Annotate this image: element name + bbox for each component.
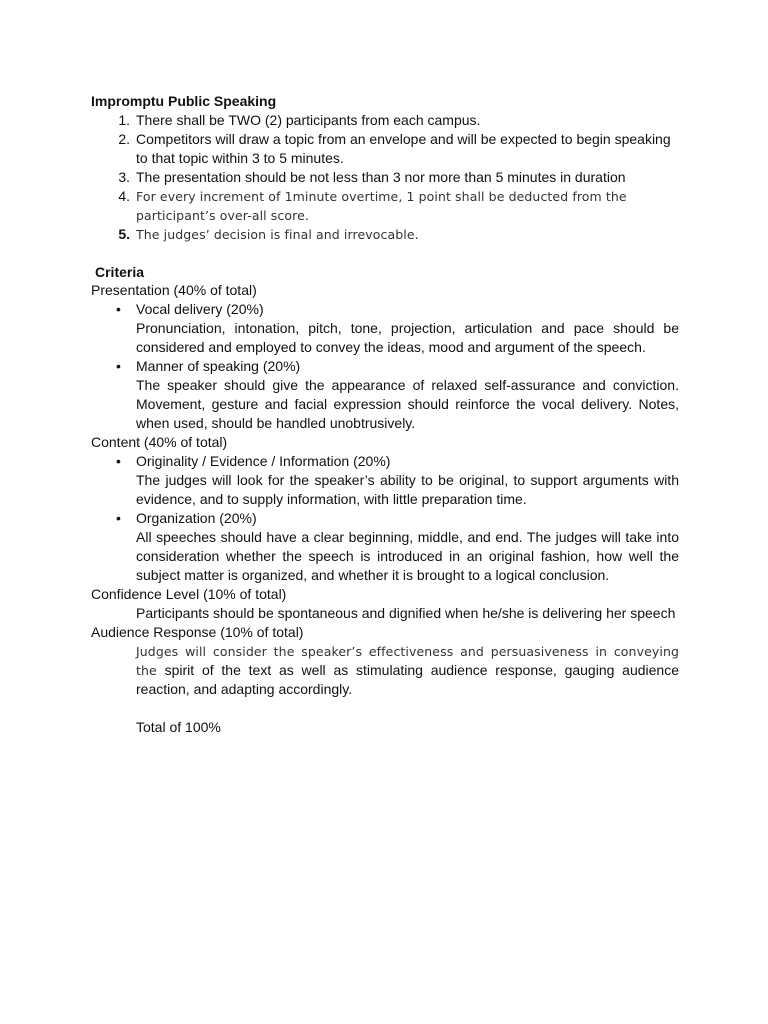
audience-description-lead: Judges will consider the speaker’s effectiveness and persuasiveness in conveying the [136, 644, 679, 678]
confidence-category: Confidence Level (10% of total) [91, 586, 287, 602]
document-title: Impromptu Public Speaking [91, 93, 277, 109]
rules-list [118, 111, 679, 244]
subcriterion-item [116, 452, 679, 509]
confidence-description: Participants should be spontaneous and dignified when he/she is delivering her speech [136, 605, 676, 621]
rule-number: 1. [118, 112, 130, 128]
rule-number: 5. [118, 226, 130, 242]
content-subcriteria [91, 452, 679, 585]
content-category: Content (40% of total) [91, 434, 228, 450]
total-score: Total of 100% [136, 719, 221, 735]
rule-text: For every increment of 1minute overtime, 1 point shall be deducted from the participant’s over-all score. [136, 189, 627, 223]
rule-item [118, 130, 679, 168]
bullet-icon: • [116, 358, 121, 374]
subcriterion-description: The judges will look for the speaker’s ability to be original, to support arguments with evidence, and to supply information, with little preparation time. [136, 472, 679, 507]
rule-text: Competitors will draw a topic from an envelope and will be expected to begin speaking to that topic within 3 to 5 minutes. [136, 131, 671, 166]
rule-number: 2. [118, 131, 130, 147]
subcriterion-label: Manner of speaking (20%) [136, 358, 301, 374]
audience-description-rest: spirit of the text as well as stimulating audience response, gauging audience reaction, and adapting accordingly. [136, 662, 679, 697]
subcriterion-label: Organization (20%) [136, 510, 257, 526]
rule-number: 3. [118, 169, 130, 185]
subcriterion-item [116, 509, 679, 585]
subcriterion-item [116, 300, 679, 357]
presentation-subcriteria [91, 300, 679, 433]
bullet-icon: • [116, 453, 121, 469]
rule-item [118, 225, 679, 244]
subcriterion-item [116, 357, 679, 433]
criteria-heading: Criteria [95, 264, 145, 280]
audience-category: Audience Response (10% of total) [91, 624, 304, 640]
bullet-icon: • [116, 510, 121, 526]
audience-description [91, 642, 679, 699]
rule-number: 4. [118, 188, 130, 204]
rule-text: There shall be TWO (2) participants from each campus. [136, 112, 481, 128]
bullet-icon: • [116, 301, 121, 317]
rule-item [118, 187, 679, 225]
rule-text: The judges’ decision is final and irrevocable. [136, 227, 419, 242]
subcriterion-label: Vocal delivery (20%) [136, 301, 264, 317]
rule-text: The presentation should be not less than 3 nor more than 5 minutes in duration [136, 169, 626, 185]
presentation-category: Presentation (40% of total) [91, 282, 257, 298]
subcriterion-description: Pronunciation, intonation, pitch, tone, projection, articulation and pace should be considered and employed to convey the ideas, mood and argument of the speech. [136, 320, 679, 355]
criteria-section [91, 281, 679, 737]
subcriterion-description: All speeches should have a clear beginning, middle, and end. The judges will take into consideration whether the speech is introduced in an original fashion, how well the subject matter is organized, and whether it is brought to a logical conclusion. [136, 529, 679, 583]
subcriterion-label: Originality / Evidence / Information (20%) [136, 453, 391, 469]
subcriterion-description: The speaker should give the appearance of relaxed self-assurance and conviction. Movement, gesture and facial expression should reinforce the vocal delivery. Notes, when used, should be handled unobtrusively. [136, 377, 679, 431]
rule-item [118, 111, 679, 130]
rule-item [118, 168, 679, 187]
